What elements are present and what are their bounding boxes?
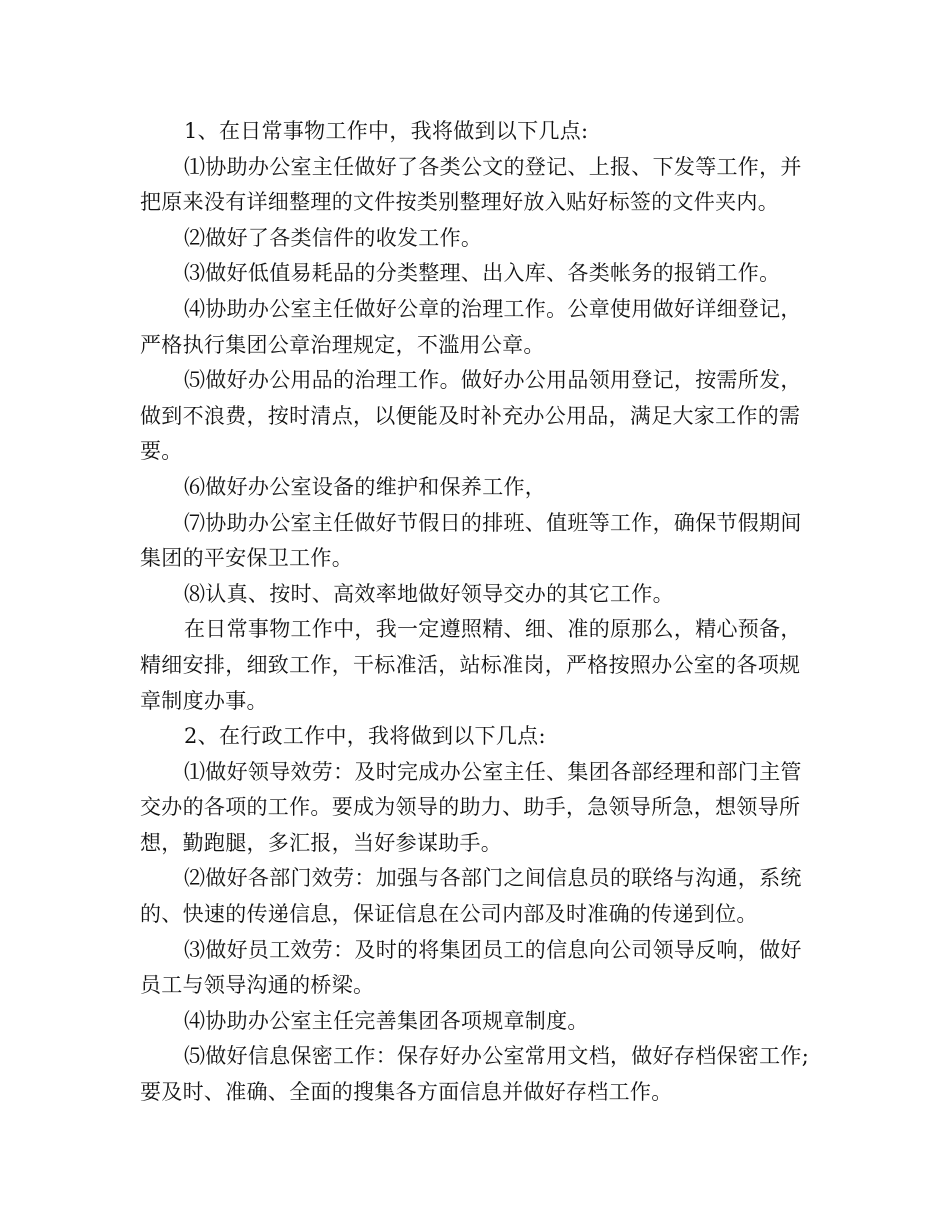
paragraph-daily-work-heading: 1、在日常事物工作中，我将做到以下几点: bbox=[184, 119, 589, 143]
paragraph-admin-work-heading: 2、在行政工作中，我将做到以下几点: bbox=[184, 724, 546, 749]
paragraph-admin-item-3: ⑶做好员工效劳：及时的将集团员工的信息向公司领导反响，做好员工与领导沟通的桥梁。 bbox=[140, 937, 802, 998]
paragraph-item-2: ⑵做好了各类信件的收发工作。 bbox=[184, 225, 483, 250]
paragraph-item-6: ⑹做好办公室设备的维护和保养工作， bbox=[184, 474, 547, 499]
document-body bbox=[140, 114, 816, 1111]
paragraph-item-7: ⑺协助办公室主任做好节假日的排班、值班等工作，确保节假期间集团的平安保卫工作。 bbox=[140, 510, 802, 571]
paragraph-item-4: ⑷协助办公室主任做好公章的治理工作。公章使用做好详细登记，严格执行集团公章治理规定，不滥用公章。 bbox=[140, 296, 802, 357]
paragraph-item-8: ⑻认真、按时、高效率地做好领导交办的其它工作。 bbox=[184, 581, 674, 606]
paragraph-daily-work-summary: 在日常事物工作中，我一定遵照精、细、准的原那么，精心预备，精细安排，细致工作，干标准活，站标准岗，严格按照办公室的各项规章制度办事。 bbox=[140, 617, 802, 713]
paragraph-admin-item-4: ⑷协助办公室主任完善集团各项规章制度。 bbox=[184, 1008, 589, 1033]
paragraph-admin-item-5: ⑸做好信息保密工作：保存好办公室常用文档，做好存档保密工作;要及时、准确、全面的搜集各方面信息并做好存档工作。 bbox=[140, 1044, 810, 1105]
paragraph-item-3: ⑶做好低值易耗品的分类整理、出入库、各类帐务的报销工作。 bbox=[184, 261, 781, 286]
paragraph-admin-item-1: ⑴做好领导效劳：及时完成办公室主任、集团各部经理和部门主管交办的各项的工作。要成为领导的助力、助手，急领导所急，想领导所想，勤跑腿，多汇报，当好参谋助手。 bbox=[140, 759, 802, 855]
paragraph-item-5: ⑸做好办公用品的治理工作。做好办公用品领用登记，按需所发，做到不浪费，按时清点，以便能及时补充办公用品，满足大家工作的需要。 bbox=[140, 368, 802, 464]
paragraph-item-1: ⑴协助办公室主任做好了各类公文的登记、上报、下发等工作，并把原来没有详细整理的文件按类别整理好放入贴好标签的文件夹内。 bbox=[140, 154, 802, 215]
paragraph-admin-item-2: ⑵做好各部门效劳：加强与各部门之间信息员的联络与沟通，系统的、快速的传递信息，保证信息在公司内部及时准确的传递到位。 bbox=[140, 866, 802, 927]
